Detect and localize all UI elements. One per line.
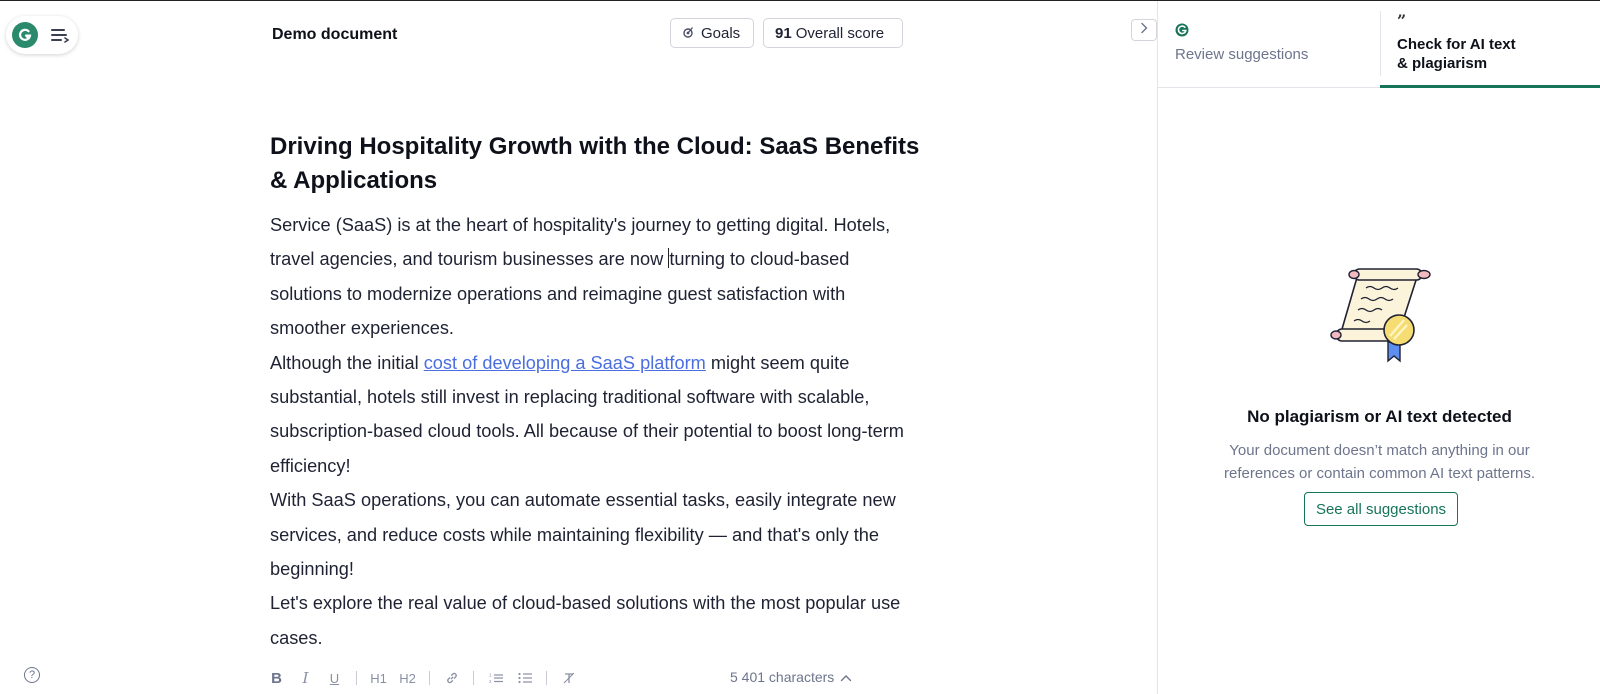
- score-label: Overall score: [795, 24, 885, 42]
- chevron-right-icon: [1139, 21, 1149, 39]
- document-editor[interactable]: [270, 130, 920, 655]
- menu-icon[interactable]: [50, 27, 70, 43]
- paragraph-2-text-a: Although the initial: [270, 352, 424, 373]
- help-icon[interactable]: ?: [24, 667, 40, 683]
- suggestions-panel: [1157, 1, 1600, 694]
- italic-button[interactable]: I: [302, 669, 309, 687]
- paragraph-4[interactable]: Let's explore the real value of cloud-based solutions with the most popular use cases.: [270, 593, 901, 648]
- bullet-list-icon[interactable]: [510, 672, 539, 684]
- see-all-suggestions-button[interactable]: See all suggestions: [1304, 492, 1458, 526]
- tab-check-label: Check for AI text & plagiarism: [1397, 36, 1516, 72]
- goals-button[interactable]: [670, 18, 754, 48]
- scroll-certificate-illustration: [1328, 266, 1436, 371]
- heading-1-button[interactable]: H1: [370, 670, 387, 686]
- collapse-panel-button[interactable]: [1131, 19, 1157, 41]
- tab-review-label: Review suggestions: [1175, 46, 1309, 63]
- goals-label: Goals: [701, 24, 741, 42]
- grammarly-logo-icon[interactable]: [12, 22, 38, 48]
- underline-button[interactable]: U: [329, 670, 340, 686]
- document-title[interactable]: Demo document: [272, 26, 398, 43]
- empty-state-title: No plagiarism or AI text detected: [1247, 407, 1512, 426]
- overall-score-button[interactable]: [763, 18, 903, 48]
- score-value: 91: [775, 24, 792, 42]
- chevron-up-icon: [840, 669, 852, 685]
- numbered-list-icon[interactable]: [481, 672, 510, 684]
- panel-tabs: [1158, 1, 1600, 88]
- goals-icon: [682, 25, 694, 42]
- quote-icon: ”: [1397, 11, 1407, 30]
- paragraph-1-text-a: Service (SaaS) is at the heart of hospitality's journey to getting digital. Hotels, travel agencies, and tourism businesses are now: [270, 215, 891, 270]
- grammarly-small-icon: [1175, 24, 1189, 41]
- paragraph-3[interactable]: With SaaS operations, you can automate essential tasks, easily integrate new services, and reduce costs while maintaining flexibility — and that's only the beginning!: [270, 490, 896, 580]
- tab-ai-plagiarism-check[interactable]: [1380, 11, 1600, 88]
- svg-text:2: 2: [488, 679, 492, 684]
- toolbar-divider: [546, 671, 547, 685]
- link-icon[interactable]: [437, 671, 466, 685]
- toolbar-divider: [356, 671, 357, 685]
- toolbar-divider: [429, 671, 430, 685]
- grammarly-widget[interactable]: [6, 16, 78, 54]
- empty-state-description: Your document doesn’t match anything in our references or contain common AI text patterns.: [1224, 442, 1535, 482]
- character-count-label: 5 401 characters: [730, 669, 835, 685]
- tab-review-suggestions[interactable]: [1175, 23, 1375, 63]
- svg-text:1: 1: [488, 672, 492, 678]
- paragraph-1-text-b: turning to cloud-based solutions to modernize operations and reimagine guest satisfaction with smoother experiences.: [270, 249, 850, 339]
- bold-button[interactable]: B: [271, 669, 282, 687]
- document-heading[interactable]: Driving Hospitality Growth with the Cloud: SaaS Benefits & Applications: [270, 133, 920, 194]
- clear-format-icon[interactable]: [554, 672, 583, 684]
- paragraph-2[interactable]: [270, 346, 920, 484]
- format-toolbar: [262, 668, 583, 688]
- paragraph-1[interactable]: [270, 208, 920, 346]
- paragraph-2-text-b: might seem quite substantial, hotels still invest in replacing traditional software with scalable, subscription-based cloud tools. All because of their potential to boost long-term efficiency!: [270, 352, 904, 476]
- cost-link[interactable]: cost of developing a SaaS platform: [423, 352, 706, 373]
- heading-2-button[interactable]: H2: [399, 670, 416, 686]
- character-count[interactable]: [730, 669, 852, 685]
- toolbar-divider: [473, 671, 474, 685]
